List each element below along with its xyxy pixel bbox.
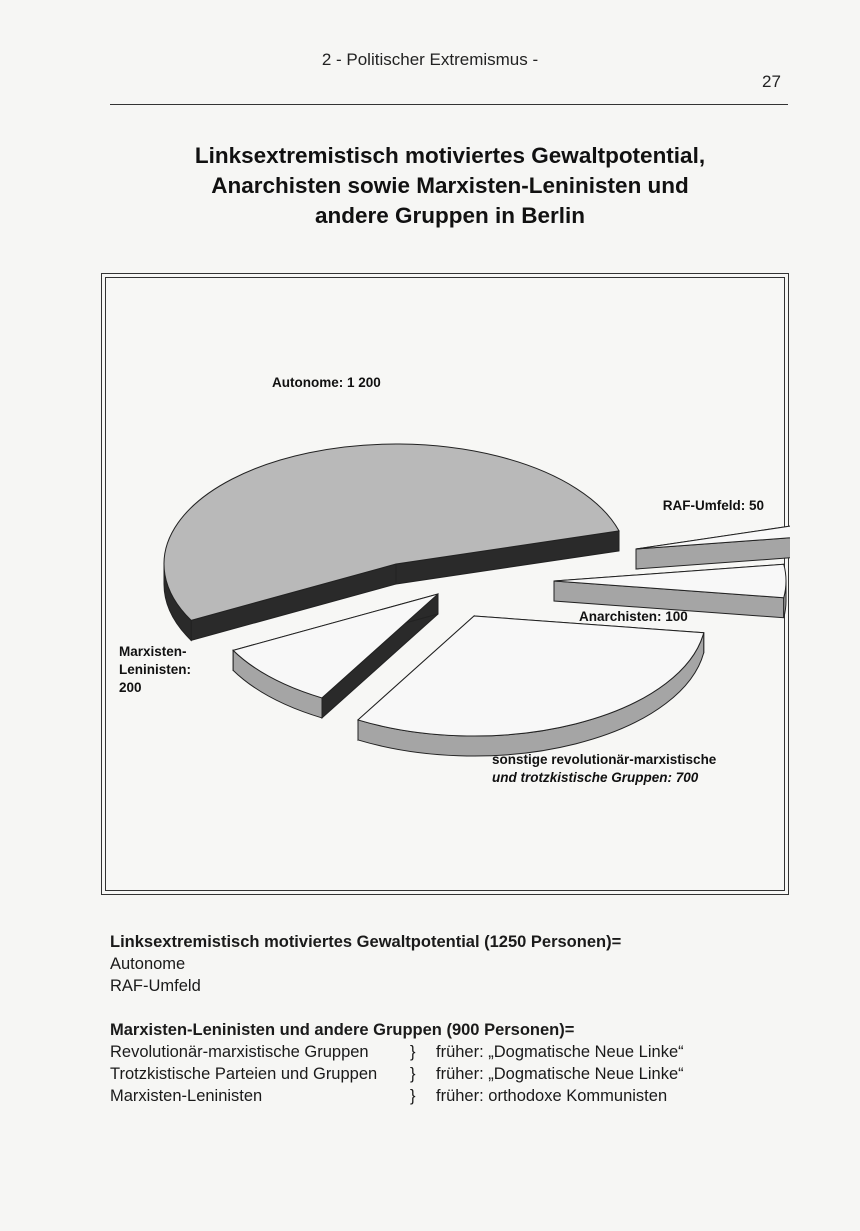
slice-top [164,444,619,620]
running-header: 2 - Politischer Extremismus - [321,50,539,69]
table-row [110,1085,810,1107]
section-heading-marxisten: Marxisten-Leninisten und andere Gruppen (900 Personen)= [110,1021,575,1039]
slice-label-line: Leninisten: [119,662,192,677]
pie-slice [636,516,790,569]
table-row [110,1041,810,1063]
group-note: früher: „Dogmatische Neue Linke“ [436,1043,684,1061]
slice-label [492,752,717,785]
group-note: früher: „Dogmatische Neue Linke“ [436,1065,684,1083]
slice-label-line: Autonome: 1 200 [272,375,381,390]
slice-label-line: Anarchisten: 100 [579,609,688,624]
page-title [120,141,780,231]
section-rows-marxisten [110,1041,810,1107]
slice-label [579,609,688,624]
slice-label-line: 200 [119,680,142,695]
section-heading-gewaltpotential: Linksextremistisch motiviertes Gewaltpotential (1250 Personen)= [110,933,622,951]
group-note: früher: orthodoxe Kommunisten [436,1087,668,1105]
group-name: Revolutionär-marxistische Gruppen [110,1043,369,1061]
title-line-2: Anarchisten sowie Marxisten-Leninisten und [211,173,689,198]
group-name: Marxisten-Leninisten [110,1087,263,1105]
header-rule [110,104,788,105]
slice-label-line: und trotzkistische Gruppen: 700 [492,770,699,785]
pie-chart [102,274,790,896]
slice-label [663,498,764,513]
slice-label-line: Marxisten- [119,644,187,659]
title-line-1: Linksextremistisch motiviertes Gewaltpotential, [194,143,706,168]
slice-label-line: sonstige revolutionär-marxistische [492,752,717,767]
group-brace: } [410,1043,416,1061]
group-name: Trotzkistische Parteien und Gruppen [110,1065,378,1083]
slice-label [119,644,191,695]
section-marxisten [110,1019,810,1107]
chart-frame [101,273,789,895]
group-brace: } [410,1087,416,1105]
group-brace: } [410,1065,416,1083]
table-row [110,1063,810,1085]
section-line: RAF-Umfeld [110,977,201,995]
page-number: 27 [762,72,781,91]
section-gewaltpotential [110,931,810,997]
title-line-3: andere Gruppen in Berlin [314,203,586,228]
slice-label [272,375,381,390]
section-line: Autonome [110,955,186,973]
slice-label-line: RAF-Umfeld: 50 [662,498,764,513]
section-lines-gewaltpotential [110,953,810,997]
